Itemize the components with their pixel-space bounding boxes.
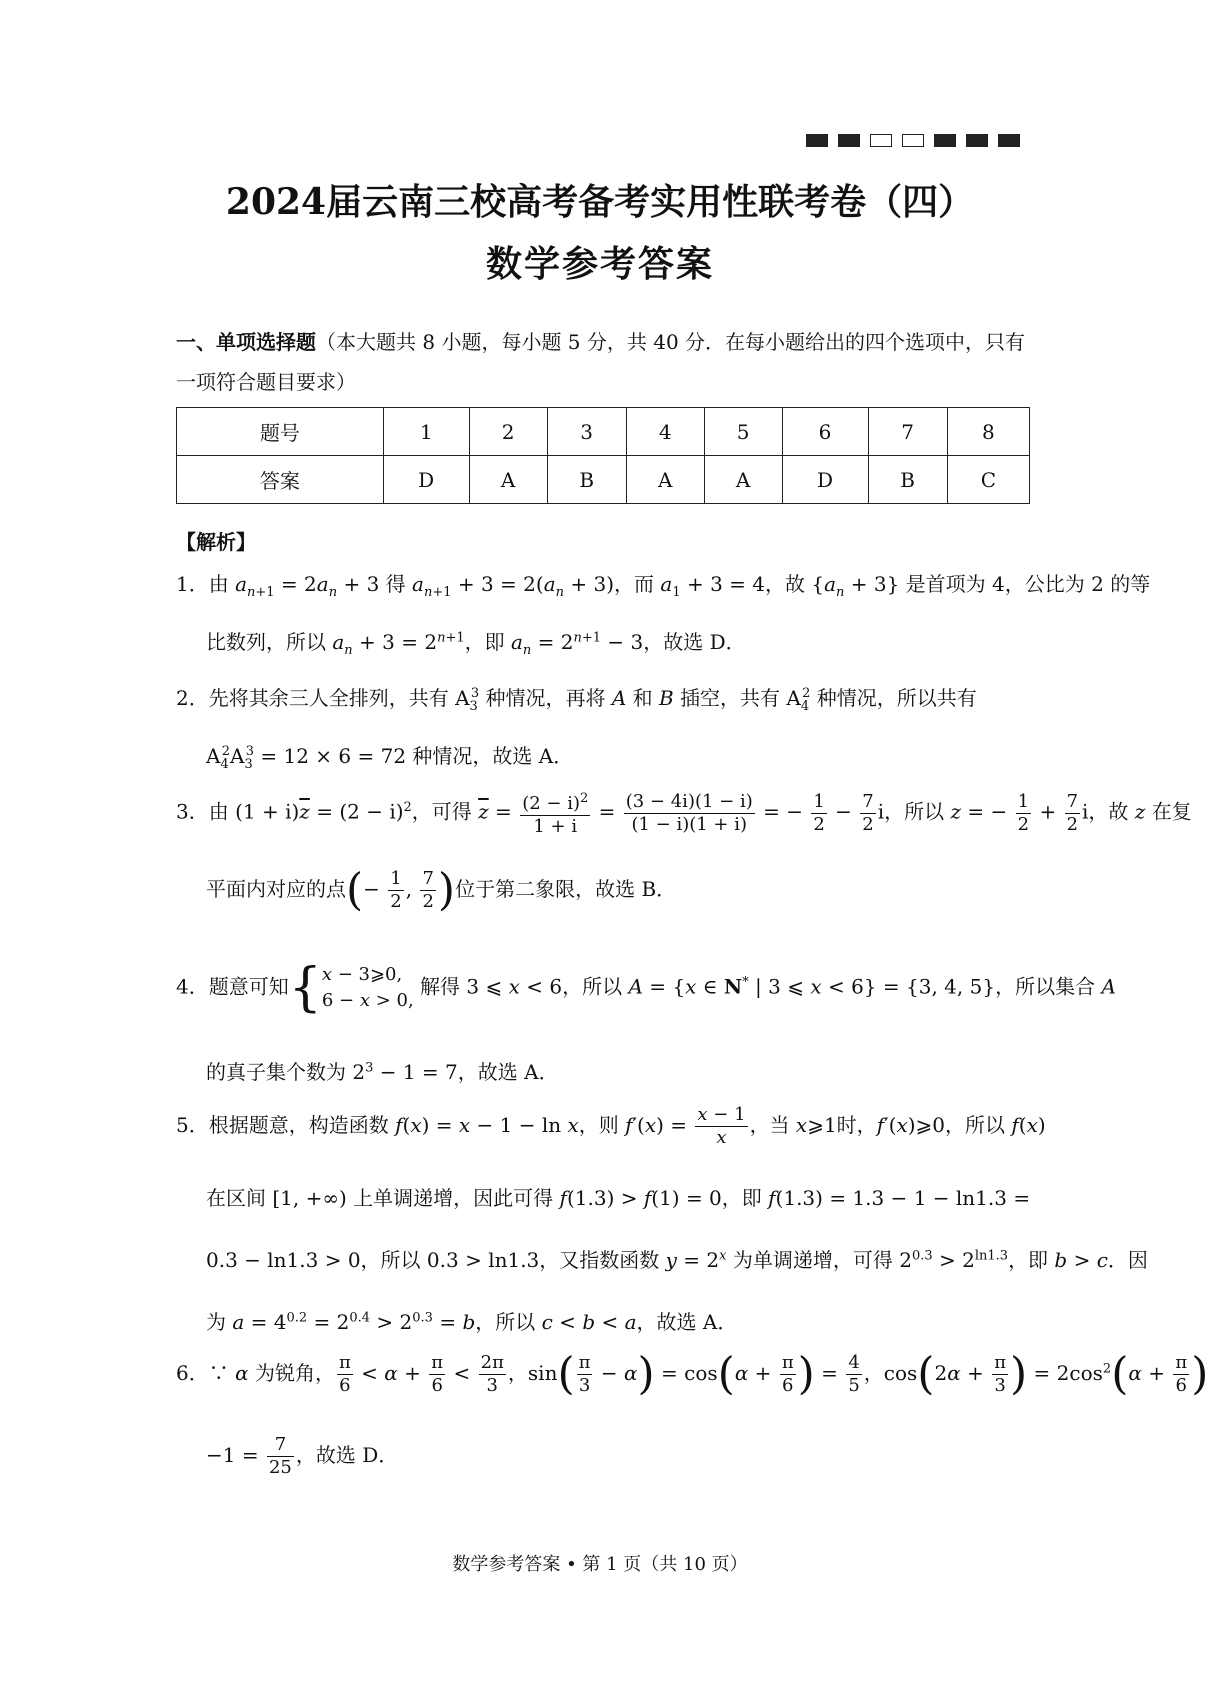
solution-1-line-2: 比数列，所以 $a_n + 3 = 2^{n+1}$，即 $a_n = 2^{n+1} - 3$，故选 D． [206, 630, 746, 658]
solution-6-line-2: −1 = $\frac{7}{25}$ ，故选 D． [206, 1434, 399, 1478]
solution-5-line-1: 5．根据题意，构造函数 f(x) = x − 1 − ln x，则 f′(x) = $\frac{x - 1}{x}$ ，当 x⩾1时，f′(x)⩾0，所以 f(x) [176, 1104, 1046, 1148]
table-row [177, 456, 1030, 504]
section-intro [176, 322, 1030, 402]
answer-cell: C [947, 456, 1029, 504]
answer-cell: A [704, 456, 782, 504]
section-description: （本大题共 8 小题，每小题 5 分，共 40 分．在每小题给出的四个选项中，只有一项符合题目要求） [176, 330, 1026, 394]
question-number: 3 [547, 408, 626, 456]
analysis-heading: 【解析】 [176, 530, 256, 554]
page-subtitle: 数学参考答案 [485, 243, 714, 285]
solution-5-line-2: 在区间 [1, +∞) 上单调递增，因此可得 f(1.3) > f(1) = 0，即 f(1.3) = 1.3 − 1 − ln1.3 = [206, 1186, 1031, 1210]
row-label: 答案 [177, 456, 384, 504]
question-number: 8 [947, 408, 1029, 456]
question-number: 2 [469, 408, 547, 456]
mark-empty [870, 134, 892, 147]
solution-2-line-2: $A_4^2A_3^3 = 12 \times 6 = 72$ 种情况，故选 A． [206, 744, 574, 772]
answer-cell: B [547, 456, 626, 504]
solution-1-line-1: 1．由 $a_{n+1} = 2a_n + 3$ 得 $a_{n+1} + 3 = 2(a_n + 3)$，而 $a_1 + 3 = 4$，故 $\{a_n + 3\}$ 是首项为 4，公比为 2 的等 [176, 572, 1151, 600]
mark-filled [806, 134, 828, 147]
answer-cell: A [469, 456, 547, 504]
section-heading: 一、单项选择题 [176, 330, 316, 354]
answer-cell: D [782, 456, 868, 504]
answer-table [176, 407, 1030, 504]
row-label: 题号 [177, 408, 384, 456]
mark-filled [838, 134, 860, 147]
page-title: 2024届云南三校高考备考实用性联考卷（四） [225, 181, 975, 223]
question-number: 5 [704, 408, 782, 456]
question-number: 1 [383, 408, 469, 456]
solution-3-line-1: 3．由 $(1 + i)\overline{z} = (2 - i)^2$，可得 $\overline{z}$ = $\frac{(2 - i)^2}{1 + i}$ = $\frac{(3 - 4i)(1 - i)}{(1 - i)(1 + i)}$ = − $\frac{1}{2}$ − $\frac{7}{2}$ i，所以 z = − $\frac{1}{2}$ + $\frac{7}{2}$ i，故 z 在复 [176, 788, 1192, 838]
mark-filled [998, 134, 1020, 147]
solution-5-line-3: 0.3 − ln1.3 > 0，所以 0.3 > ln1.3，又指数函数 $y = 2^x$ 为单调递增，可得 $2^{0.3} > 2^{ln1.3}$，即 b > c．因 [206, 1248, 1148, 1272]
solution-5-line-4: 为 $a = 4^{0.2} = 2^{0.4} > 2^{0.3} = b$，所以 c < b < a，故选 A． [206, 1310, 738, 1334]
solution-4-line-1: 4．题意可知{ x − 3⩾0, 6 − x > 0, 解得 3 ⩽ x < 6，所以 A = {x ∈ N* | 3 ⩽ x < 6} = {3, 4, 5}，所以集合 A [176, 958, 1116, 1018]
solution-4-line-2: 的真子集个数为 $2^3 - 1 = 7$，故选 A． [206, 1060, 559, 1084]
mark-empty [902, 134, 924, 147]
answer-cell: B [868, 456, 947, 504]
solution-6-line-1: 6．∵ α 为锐角， $\frac{\pi}{6}$ < α + $\frac{\pi}{6}$ < $\frac{2\pi}{3}$ ，sin( $\frac{\pi}{3}$ − α) = cos(α + $\frac{\pi}{6}$ ) = $\frac{4}{5}$ ，cos(2α + $\frac{\pi}{3}$ ) = $2\cos^2(\alpha$ + $\frac{\pi}{6}$ ) [176, 1348, 1208, 1400]
question-number: 4 [626, 408, 704, 456]
mark-filled [966, 134, 988, 147]
solution-3-line-2: 平面内对应的点(− $\frac{1}{2}$ , $\frac{7}{2}$ )位于第二象限，故选 B． [206, 864, 677, 916]
header-marks [806, 134, 1020, 147]
page-footer: 数学参考答案 • 第 1 页（共 10 页） [452, 1554, 748, 1575]
question-number: 6 [782, 408, 868, 456]
table-row [177, 408, 1030, 456]
answer-cell: D [383, 456, 469, 504]
question-number: 7 [868, 408, 947, 456]
solution-2-line-1: 2．先将其余三人全排列，共有 $A_3^3$ 种情况，再将 A 和 B 插空，共有 $A_4^2$ 种情况，所以共有 [176, 686, 977, 714]
answer-cell: A [626, 456, 704, 504]
mark-filled [934, 134, 956, 147]
